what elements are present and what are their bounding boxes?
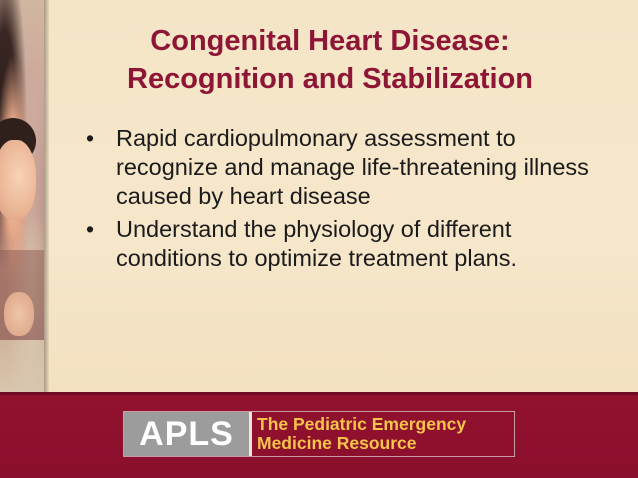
bullet-icon: • — [86, 125, 95, 151]
slide-title-line-2: Recognition and Stabilization — [127, 63, 533, 95]
logo-acronym: APLS — [124, 412, 252, 456]
bullet-text: Rapid cardiopulmonary assessment to recognize and manage life-threatening illness caused by heart disease — [116, 125, 589, 209]
slide-title — [60, 22, 600, 98]
bullet-item — [86, 124, 606, 211]
bullet-item — [86, 215, 606, 273]
footer-divider — [0, 392, 638, 395]
bullet-icon: • — [86, 216, 95, 242]
logo-tagline — [252, 412, 514, 456]
logo-tagline-line-1: The Pediatric Emergency — [257, 414, 467, 434]
apls-logo — [123, 411, 515, 457]
slide-title-line-1: Congenital Heart Disease: — [150, 25, 510, 57]
child-photo — [0, 0, 44, 392]
bullet-text: Understand the physiology of different conditions to optimize treatment plans. — [116, 216, 518, 271]
bullet-list — [86, 124, 606, 277]
logo-tagline-line-2: Medicine Resource — [257, 433, 417, 453]
